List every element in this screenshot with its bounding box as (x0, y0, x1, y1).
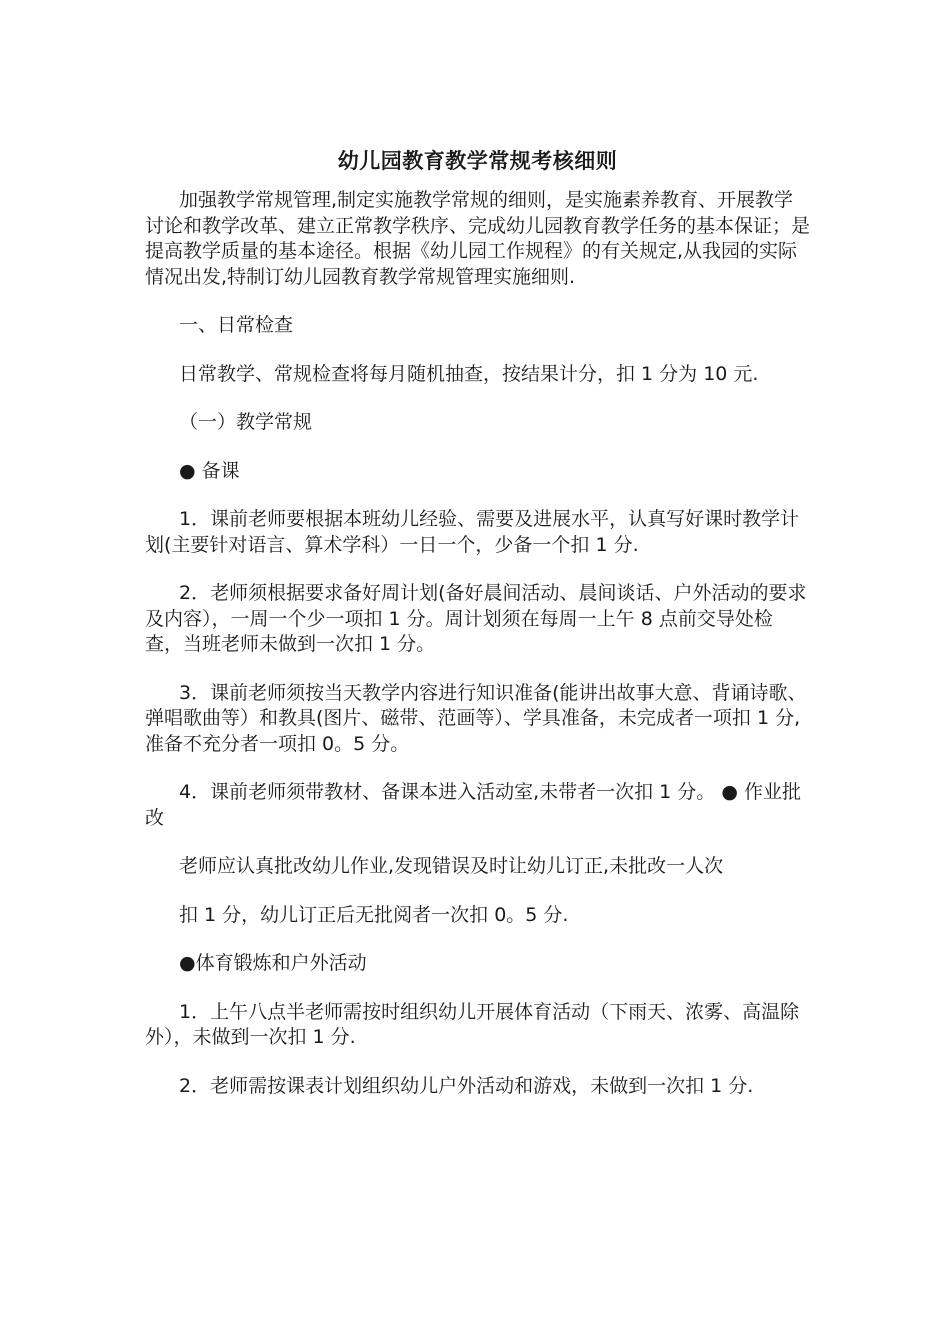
paragraph-activity-item-1: 1．上午八点半老师需按时组织幼儿开展体育活动（下雨天、浓雾、高温除外），未做到一次扣 1 分. (145, 1000, 800, 1048)
bullet-heading-physical-activity: ●体育锻炼和户外活动 (179, 952, 367, 974)
paragraph-homework-1: 老师应认真批改幼儿作业,发现错误及时让幼儿订正,未批改一人次 (179, 855, 724, 877)
paragraph-prep-item-1: 1．课前老师要根据本班幼儿经验、需要及进展水平，认真写好课时教学计划(主要针对语言、算术学科）一日一个，少备一个扣 1 分. (145, 508, 800, 556)
section-heading-daily-check: 一、日常检查 (179, 314, 294, 336)
document-page (145, 146, 810, 1122)
paragraph-prep-item-2: 2．老师须根据要求备好周计划(备好晨间活动、晨间谈话、户外活动的要求及内容），一周一个少一项扣 1 分。周计划须在每周一上午 8 点前交导处检查，当班老师未做到一次扣 1 分。 (145, 582, 807, 655)
bullet-heading-lesson-prep: ● 备课 (179, 459, 240, 482)
paragraph-homework-2: 扣 1 分，幼儿订正后无批阅者一次扣 0。5 分. (179, 903, 569, 926)
document-title: 幼儿园教育教学常规考核细则 (337, 149, 618, 173)
paragraph-intro: 加强教学常规管理,制定实施教学常规的细则，是实施素养教育、开展教学讨论和教学改革、建立正常教学秩序、完成幼儿园教育教学任务的基本保证；是提高教学质量的基本途径。根据《幼儿园工作规程》的有关规定,从我园的实际情况出发,特制订幼儿园教育教学常规管理实施细则. (145, 189, 811, 288)
subsection-heading-teaching-routine: （一）教学常规 (179, 411, 313, 433)
paragraph-daily-check: 日常教学、常规检查将每月随机抽查，按结果计分，扣 1 分为 10 元. (179, 362, 759, 385)
paragraph-prep-item-4: 4．课前老师须带教材、备课本进入活动室,未带者一次扣 1 分。 ● 作业批改 (145, 781, 801, 829)
paragraph-activity-item-2: 2．老师需按课表计划组织幼儿户外活动和游戏，未做到一次扣 1 分. (179, 1074, 754, 1097)
paragraph-prep-item-3: 3．课前老师须按当天教学内容进行知识准备(能讲出故事大意、背诵诗歌、弹唱歌曲等）和教具(图片、磁带、范画等）、学具准备，未完成者一项扣 1 分,准备不充分者一项扣 0。5 分。 (145, 681, 807, 755)
